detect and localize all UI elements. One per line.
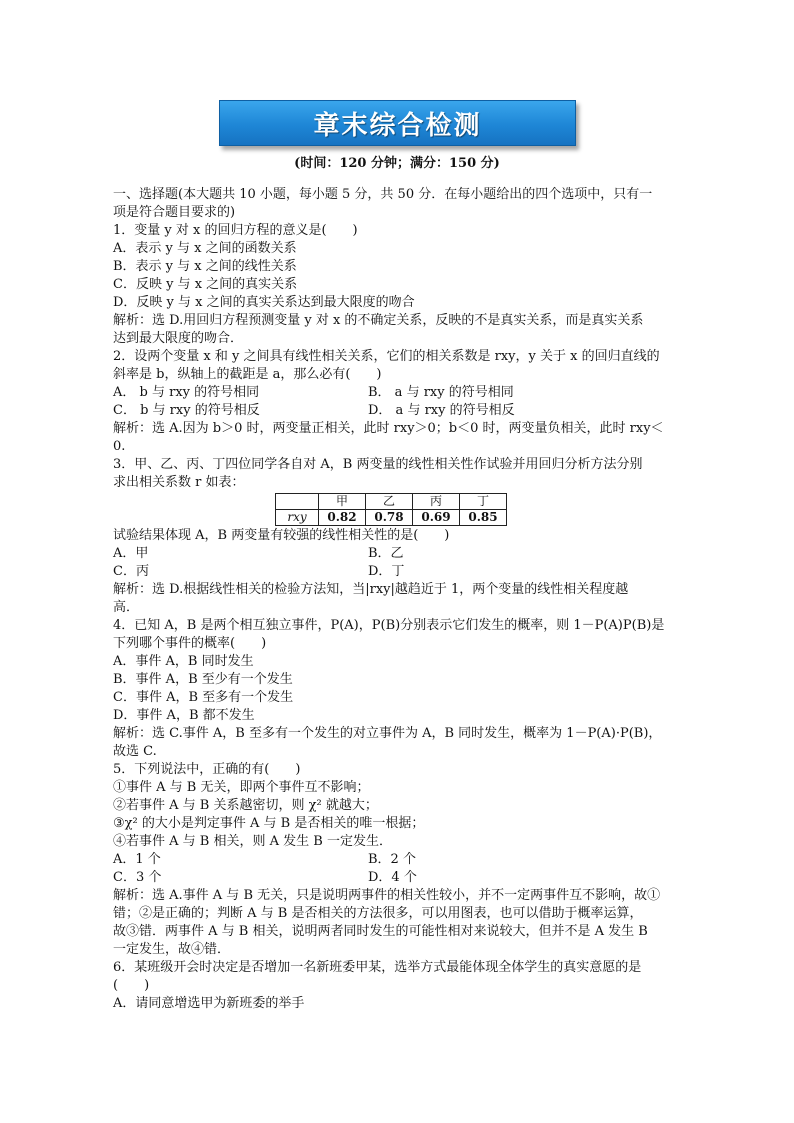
q3-solution: 解析：选 D.根据线性相关的检验方法知，当|rxy|越趋近于 1，两个变量的线性相关程度越 <box>113 582 629 597</box>
q5-option-d: D．4 个 <box>368 870 417 885</box>
q2-stem: 2．设两个变量 x 和 y 之间具有线性相关关系，它们的相关系数是 rxy，y 关于 x 的回归直线的 <box>113 349 660 364</box>
q3-stem-cont: 求出相关系数 r 如表： <box>113 475 245 490</box>
q6-option-a: A．请同意增选甲为新班委的举手 <box>113 996 305 1011</box>
q5-solution: 解析：选 A.事件 A 与 B 无关，只是说明两事件的相关性较小，并不一定两事件互不影响，故① <box>113 888 661 903</box>
q3-option-a: A．甲 <box>113 546 149 561</box>
q2-option-d: D． a 与 rxy 的符号相反 <box>368 403 515 418</box>
q2-stem-cont: 斜率是 b，纵轴上的截距是 a，那么必有( ) <box>113 367 382 382</box>
q5-solution-cont-3: 一定发生，故④错． <box>113 942 231 957</box>
question-content <box>113 186 683 1013</box>
q4-option-d: D．事件 A，B 都不发生 <box>113 708 255 723</box>
q4-option-c: C．事件 A，B 至多有一个发生 <box>113 690 294 705</box>
table-header-cell <box>276 494 319 510</box>
exam-time-score: (时间：120 分钟；满分：150 分) <box>294 156 500 171</box>
q6-stem-cont: ( ) <box>113 978 150 993</box>
q1-solution: 解析：选 D.用回归方程预测变量 y 对 x 的不确定关系，反映的不是真实关系，而是真实关系 <box>113 313 644 328</box>
q2-option-b: B． a 与 rxy 的符号相同 <box>368 385 514 400</box>
table-header-cell: 丙 <box>413 494 460 510</box>
q5-solution-cont-2: 故③错．两事件 A 与 B 相关，说明两者同时发生的可能性相对来说较大，但并不是 A 发生 B <box>113 924 648 939</box>
q1-option-b: B．表示 y 与 x 之间的线性关系 <box>113 259 297 274</box>
q4-option-b: B．事件 A，B 至少有一个发生 <box>113 672 293 687</box>
table-header-cell: 甲 <box>319 494 366 510</box>
table-header-cell: 丁 <box>460 494 507 510</box>
table-cell: 0.69 <box>413 510 460 526</box>
q5-options-row-2 <box>113 869 683 887</box>
q6-stem: 6．某班级开会时决定是否增加一名新班委甲某，选举方式最能体现全体学生的真实意愿的是 <box>113 960 642 975</box>
q3-options-row-1 <box>113 545 683 563</box>
section-intro: 一、选择题(本大题共 10 小题，每小题 5 分，共 50 分．在每小题给出的四个选项中，只有一 <box>113 187 653 202</box>
q3-option-c: C．丙 <box>113 564 149 579</box>
section-intro-cont: 项是符合题目要求的) <box>113 205 236 220</box>
q3-options-row-2 <box>113 563 683 581</box>
q4-stem-cont: 下列哪个事件的概率( ) <box>113 636 267 651</box>
table-header-row <box>276 494 507 510</box>
q3-question: 试验结果体现 A，B 两变量有较强的线性相关性的是( ) <box>113 528 450 543</box>
table-cell: 0.82 <box>319 510 366 526</box>
chapter-title-banner <box>219 100 576 146</box>
q4-solution: 解析：选 C.事件 A，B 至多有一个发生的对立事件为 A，B 同时发生，概率为 1－P(A)·P(B)， <box>113 726 662 741</box>
chapter-title: 章末综合检测 <box>313 110 482 141</box>
q5-statement-4: ④若事件 A 与 B 相关，则 A 发生 B 一定发生． <box>113 834 392 849</box>
q1-option-d: D．反映 y 与 x 之间的真实关系达到最大限度的吻合 <box>113 295 415 310</box>
q2-option-a: A． b 与 rxy 的符号相同 <box>113 385 260 400</box>
q3-solution-cont: 高． <box>113 600 140 615</box>
q2-solution: 解析：选 A.因为 b＞0 时，两变量正相关，此时 rxy＞0；b＜0 时，两变量负相关，此时 rxy＜ <box>113 421 664 436</box>
q1-solution-cont: 达到最大限度的吻合． <box>113 331 244 346</box>
table-cell: 0.85 <box>460 510 507 526</box>
q5-solution-cont-1: 错；②是正确的；判断 A 与 B 是否相关的方法很多，可以用图表，也可以借助于概率运算， <box>113 906 643 921</box>
q3-option-b: B．乙 <box>368 546 404 561</box>
q4-solution-cont: 故选 C. <box>113 744 157 759</box>
q1-option-c: C．反映 y 与 x 之间的真实关系 <box>113 277 298 292</box>
q5-option-a: A．1 个 <box>113 852 161 867</box>
table-row-label: rxy <box>276 510 319 526</box>
q5-statement-2: ②若事件 A 与 B 关系越密切，则 χ² 就越大； <box>113 798 378 813</box>
q2-solution-cont: 0. <box>113 439 126 454</box>
q5-options-row-1 <box>113 851 683 869</box>
q2-option-c: C． b 与 rxy 的符号相反 <box>113 403 260 418</box>
q5-stem: 5．下列说法中，正确的有( ) <box>113 762 301 777</box>
q2-options-row-1 <box>113 384 683 402</box>
q3-option-d: D．丁 <box>368 564 405 579</box>
q3-stem: 3．甲、乙、丙、丁四位同学各自对 A，B 两变量的线性相关性作试验并用回归分析方法分别 <box>113 457 643 472</box>
q1-option-a: A．表示 y 与 x 之间的函数关系 <box>113 241 297 256</box>
table-header-cell: 乙 <box>366 494 413 510</box>
q1-stem: 1．变量 y 对 x 的回归方程的意义是( ) <box>113 223 358 238</box>
q4-option-a: A．事件 A，B 同时发生 <box>113 654 254 669</box>
table-cell: 0.78 <box>366 510 413 526</box>
q4-stem: 4．已知 A，B 是两个相互独立事件，P(A)，P(B)分别表示它们发生的概率，则 1－P(A)P(B)是 <box>113 618 665 633</box>
q5-statement-1: ①事件 A 与 B 无关，即两个事件互不影响； <box>113 780 370 795</box>
q5-option-b: B．2 个 <box>368 852 416 867</box>
q5-option-c: C．3 个 <box>113 870 162 885</box>
table-row <box>276 510 507 526</box>
q2-options-row-2 <box>113 402 683 420</box>
q5-statement-3: ③χ² 的大小是判定事件 A 与 B 是否相关的唯一根据； <box>113 816 425 831</box>
correlation-table <box>275 493 507 526</box>
